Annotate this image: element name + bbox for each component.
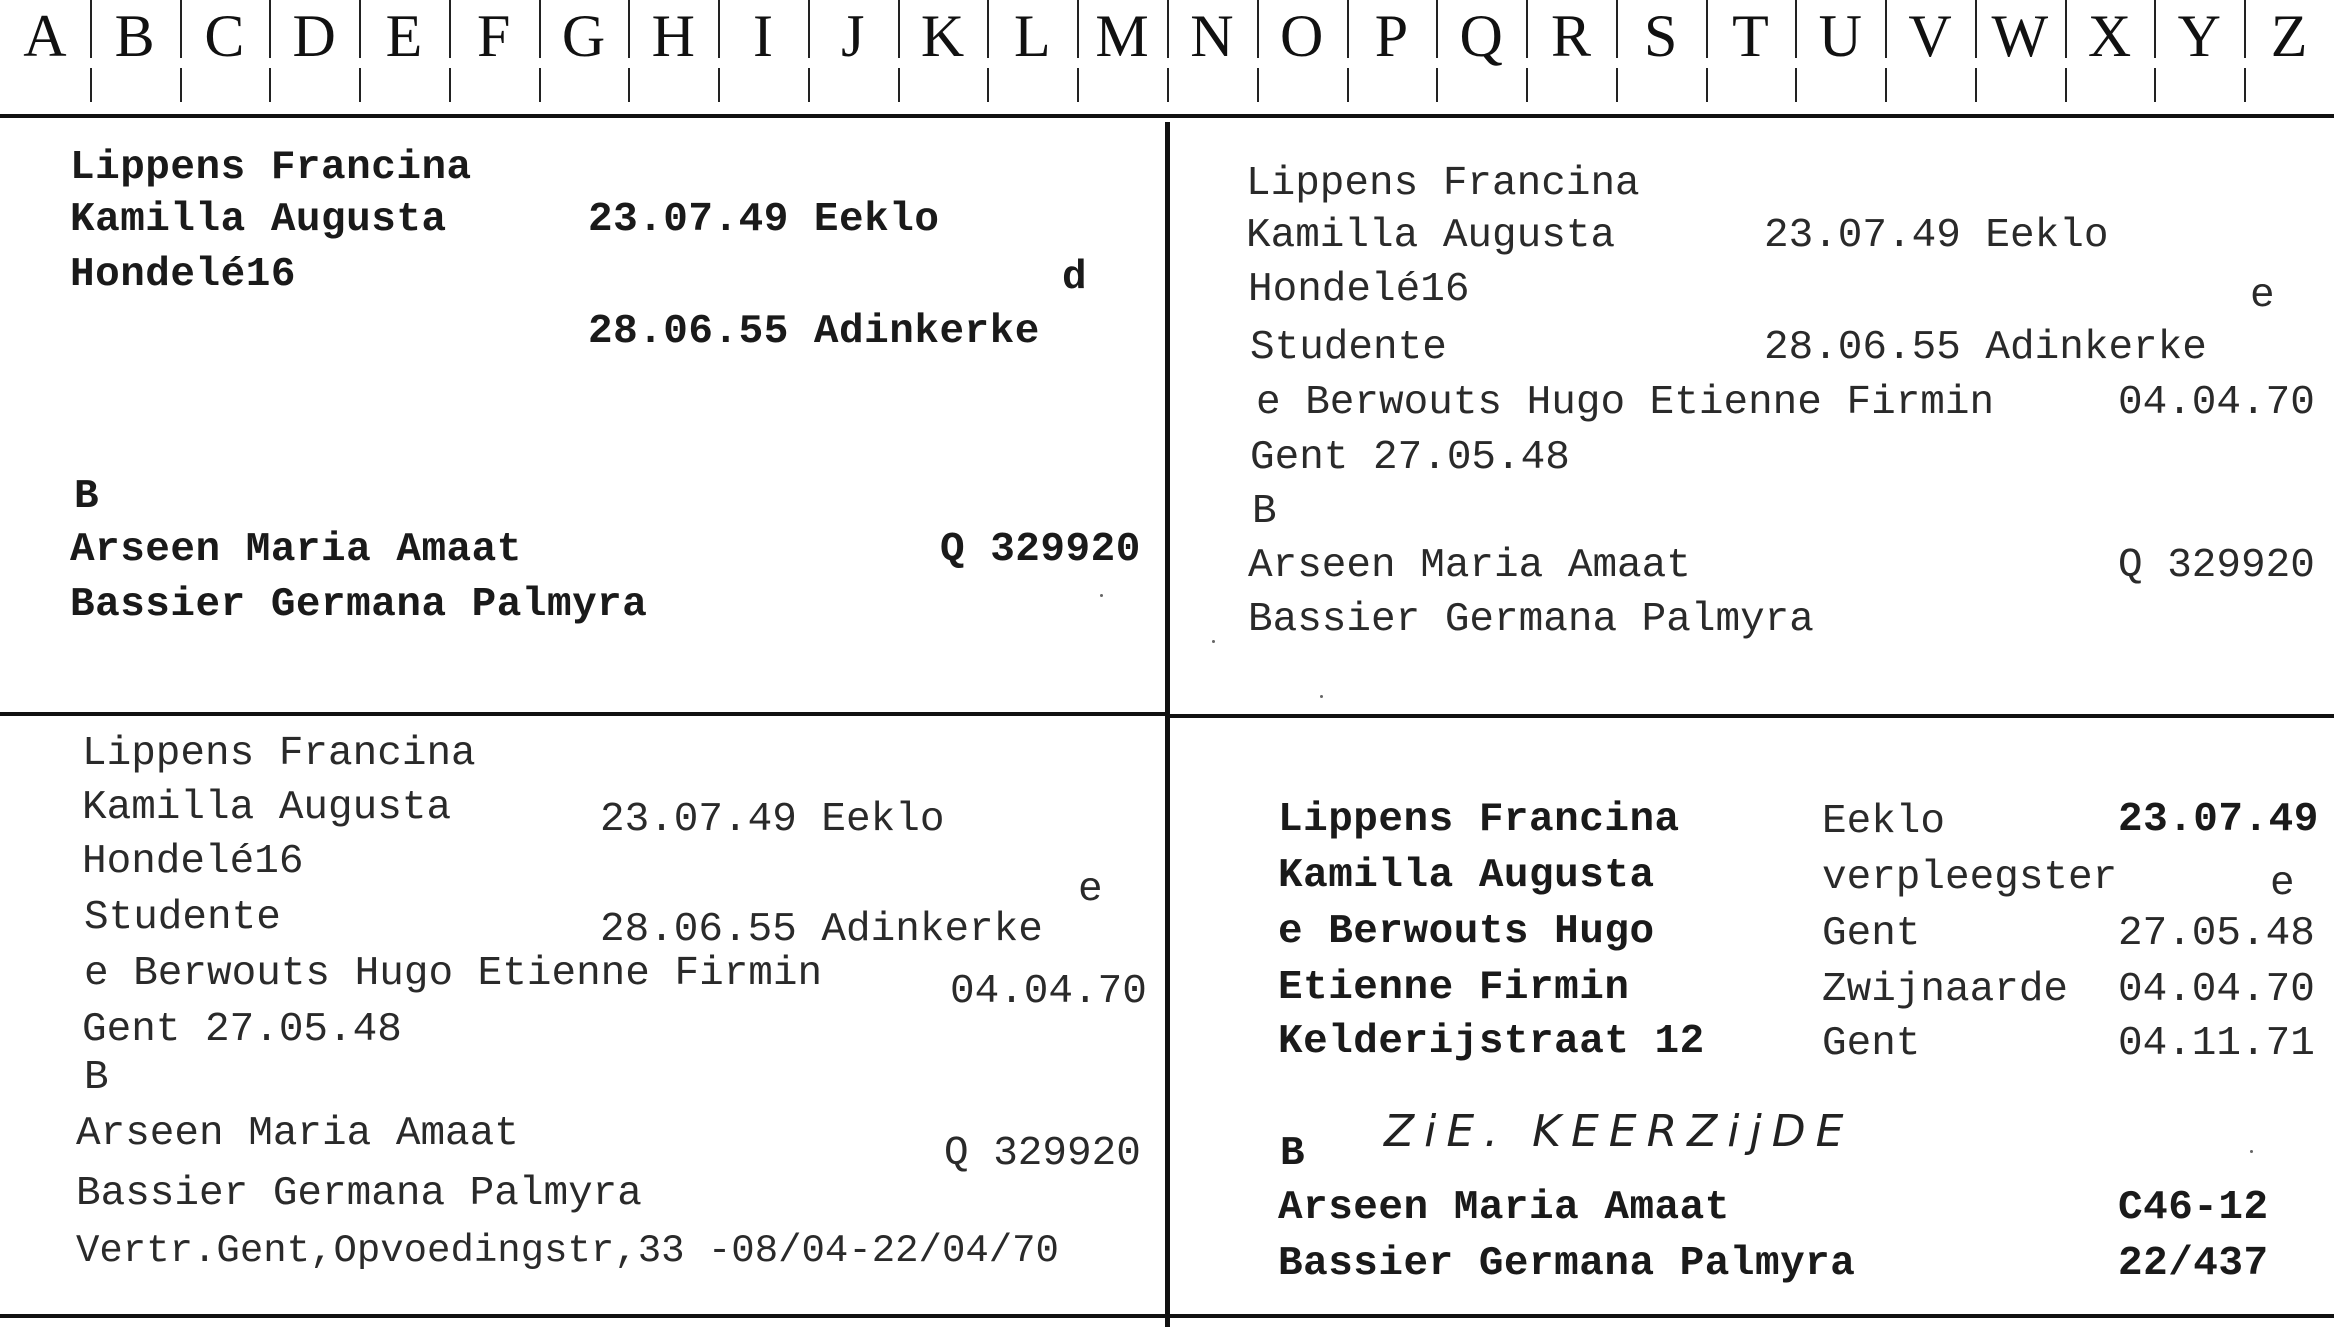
index-letter-c: C <box>204 3 245 69</box>
index-tick <box>718 0 720 58</box>
card4-row3-name: e Berwouts Hugo <box>1278 909 1655 955</box>
index-tick <box>1616 0 1618 58</box>
index-letter-x: X <box>2087 3 2132 69</box>
index-tick <box>2154 68 2156 102</box>
card3-mother-names: Bassier Germana Palmyra <box>76 1171 642 1217</box>
card2-mark: e <box>2250 273 2275 319</box>
index-tick <box>1526 0 1528 58</box>
index-letter-f: F <box>477 3 511 69</box>
card4-row1-date: 23.07.49 <box>2118 797 2319 843</box>
card1-b-letter: B <box>74 474 100 520</box>
index-tick <box>808 68 810 102</box>
index-letter-u: U <box>1818 3 1862 69</box>
index-tick <box>359 68 361 102</box>
card4-row3-date: 27.05.48 <box>2118 911 2315 957</box>
index-tick <box>180 0 182 58</box>
index-tick <box>449 0 451 58</box>
index-tick <box>1257 0 1259 58</box>
card-divider-vertical <box>1165 122 1170 1327</box>
index-tick <box>1257 68 1259 102</box>
index-letter-v: V <box>1908 3 1952 69</box>
index-letter-q: Q <box>1459 3 1503 69</box>
index-tick <box>898 68 900 102</box>
index-tick <box>718 68 720 102</box>
card3-residence-note: Vertr.Gent,Opvoedingstr,33 -08/04-22/04/70 <box>76 1229 1059 1273</box>
card3-address: Hondelé16 <box>82 839 304 885</box>
card4-row2-place: verpleegster <box>1822 855 2118 901</box>
index-letter-s: S <box>1644 3 1678 69</box>
card2-reference-code: Q 329920 <box>2118 543 2315 589</box>
index-tick <box>1347 0 1349 58</box>
index-tick <box>1526 68 1528 102</box>
index-tick <box>449 68 451 102</box>
card2-father-names: Arseen Maria Amaat <box>1248 543 1691 589</box>
card4-father-names: Arseen Maria Amaat <box>1278 1185 1730 1231</box>
index-letter-n: N <box>1190 3 1234 69</box>
index-letter-e: E <box>385 3 423 69</box>
card3-occupation: Studente <box>84 895 281 941</box>
index-tick <box>1077 68 1079 102</box>
index-tick <box>987 68 989 102</box>
card4-row4-place: Zwijnaarde <box>1822 967 2069 1013</box>
card2-spouse-birth: Gent 27.05.48 <box>1250 435 1570 481</box>
index-tick <box>2065 68 2067 102</box>
card2-date-place: 28.06.55 Adinkerke <box>1764 325 2207 371</box>
index-tick <box>808 0 810 58</box>
index-letter-b: B <box>114 3 155 69</box>
index-letter-y: Y <box>2177 3 2222 69</box>
index-tick <box>898 0 900 58</box>
card3-father-names: Arseen Maria Amaat <box>76 1111 519 1157</box>
card1-father-names: Arseen Maria Amaat <box>70 527 522 573</box>
index-letter-a: A <box>23 3 67 69</box>
card4-row4-name: Etienne Firmin <box>1278 965 1630 1011</box>
card1-name-line: Lippens Francina <box>70 145 472 191</box>
card4-row5-date: 04.11.71 <box>2118 1021 2315 1067</box>
index-tick <box>1436 0 1438 58</box>
index-tick <box>269 68 271 102</box>
card1-reference-code: Q 329920 <box>940 527 1141 573</box>
index-tick <box>180 68 182 102</box>
index-tick <box>1706 0 1708 58</box>
index-tick <box>1436 68 1438 102</box>
index-letter-j: J <box>841 3 865 69</box>
index-tick <box>1167 0 1169 58</box>
card3-date-place: 28.06.55 Adinkerke <box>600 907 1043 953</box>
card3-birth-date-place: 23.07.49 Eeklo <box>600 797 945 843</box>
card4-row4-date: 04.04.70 <box>2118 967 2315 1013</box>
card3-marriage-date: 04.04.70 <box>950 969 1147 1015</box>
index-letter-k: K <box>920 3 965 69</box>
card2-mother-names: Bassier Germana Palmyra <box>1248 597 1814 643</box>
index-tick <box>2154 0 2156 58</box>
index-tick <box>1795 68 1797 102</box>
card2-occupation: Studente <box>1250 325 1447 371</box>
index-strip-rule <box>0 114 2334 118</box>
card3-spouse: e Berwouts Hugo Etienne Firmin <box>84 951 823 997</box>
card3-name-line: Lippens Francina <box>82 731 476 777</box>
card1-address: Hondelé16 <box>70 252 296 298</box>
card1-birth-date-place: 23.07.49 Eeklo <box>588 197 940 243</box>
card-divider-right <box>1170 714 2334 718</box>
index-tick <box>359 0 361 58</box>
scan-speck <box>1320 695 1323 698</box>
card1-mark: d <box>1062 255 1088 301</box>
index-letter-l: L <box>1014 3 1051 69</box>
card2-birth-date-place: 23.07.49 Eeklo <box>1764 213 2109 259</box>
card3-b-letter: B <box>84 1055 109 1101</box>
card2-given-names: Kamilla Augusta <box>1246 213 1616 259</box>
card4-row5-name: Kelderijstraat 12 <box>1278 1019 1705 1065</box>
card3-spouse-birth: Gent 27.05.48 <box>82 1007 402 1053</box>
card2-marriage-date: 04.04.70 <box>2118 380 2315 426</box>
index-tick <box>628 68 630 102</box>
index-letter-r: R <box>1550 3 1591 69</box>
card4-row2-mark: e <box>2270 861 2295 907</box>
card4-mother-names: Bassier Germana Palmyra <box>1278 1241 1856 1287</box>
index-tick <box>269 0 271 58</box>
card1-date-place: 28.06.55 Adinkerke <box>588 309 1040 355</box>
card2-b-letter: B <box>1252 489 1277 535</box>
index-letter-g: G <box>561 3 606 69</box>
index-tick <box>2244 0 2246 58</box>
index-tick <box>539 0 541 58</box>
index-tick <box>1795 0 1797 58</box>
card1-given-names: Kamilla Augusta <box>70 197 447 243</box>
card4-register-code: 22/437 <box>2118 1241 2269 1287</box>
card4-b-letter: B <box>1280 1131 1306 1177</box>
scan-speck <box>2250 1150 2253 1153</box>
card-divider-left <box>0 712 1167 716</box>
index-letter-o: O <box>1279 3 1324 69</box>
scan-speck <box>1212 640 1215 643</box>
index-tick <box>539 68 541 102</box>
card4-row5-place: Gent <box>1822 1021 1921 1067</box>
card4-row2-name: Kamilla Augusta <box>1278 853 1655 899</box>
scan-speck <box>1100 594 1103 597</box>
index-tick <box>987 0 989 58</box>
card1-mother-names: Bassier Germana Palmyra <box>70 582 648 628</box>
index-letter-m: M <box>1095 3 1149 69</box>
index-tick <box>1077 0 1079 58</box>
index-letter-w: W <box>1991 3 2049 69</box>
index-letter-p: P <box>1374 3 1409 69</box>
index-tick <box>1885 68 1887 102</box>
index-letter-d: D <box>292 3 336 69</box>
index-tick <box>1167 68 1169 102</box>
index-tick <box>90 68 92 102</box>
index-letter-t: T <box>1732 3 1769 69</box>
index-tick <box>1706 68 1708 102</box>
index-letter-z: Z <box>2270 3 2308 69</box>
index-tick <box>2065 0 2067 58</box>
card4-row1-name: Lippens Francina <box>1278 797 1680 843</box>
index-letter-i: I <box>753 3 774 69</box>
index-tick <box>90 0 92 58</box>
card2-spouse: e Berwouts Hugo Etienne Firmin <box>1256 380 1995 426</box>
alphabet-index-strip <box>0 0 2334 118</box>
card4-row1-place: Eeklo <box>1822 799 1946 845</box>
card4-reference-code: C46-12 <box>2118 1185 2269 1231</box>
index-tick <box>1975 0 1977 58</box>
index-tick <box>1616 68 1618 102</box>
card2-address: Hondelé16 <box>1248 267 1470 313</box>
index-tick <box>1347 68 1349 102</box>
index-tick <box>2244 68 2246 102</box>
card4-handwritten-note: ZiE. KEERZijDE <box>1384 1106 1854 1157</box>
card3-reference-code: Q 329920 <box>944 1131 1141 1177</box>
card-bottom-rule <box>0 1314 2334 1318</box>
index-letter-h: H <box>651 3 695 69</box>
card3-given-names: Kamilla Augusta <box>82 785 452 831</box>
card4-row3-place: Gent <box>1822 911 1921 957</box>
card3-mark: e <box>1078 867 1103 913</box>
card2-name-line: Lippens Francina <box>1246 161 1640 207</box>
index-tick <box>1975 68 1977 102</box>
index-tick <box>628 0 630 58</box>
index-tick <box>1885 0 1887 58</box>
